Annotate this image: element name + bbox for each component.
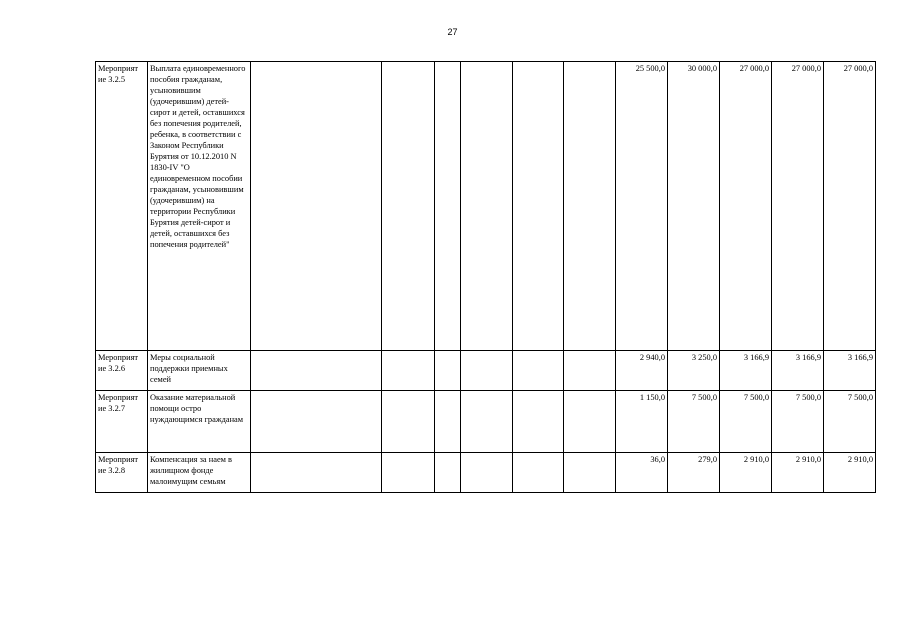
budget-table — [95, 61, 876, 493]
empty-cell — [251, 391, 382, 453]
empty-cell — [382, 351, 435, 391]
table-row — [96, 391, 876, 453]
empty-cell — [564, 391, 616, 453]
empty-cell — [513, 351, 564, 391]
empty-cell — [461, 62, 513, 351]
table-row — [96, 453, 876, 493]
activity-description: Компенсация за наем в жилищном фонде малоимущим семьям — [148, 453, 251, 493]
value-cell: 25 500,0 — [616, 62, 668, 351]
value-cell: 30 000,0 — [668, 62, 720, 351]
empty-cell — [435, 391, 461, 453]
empty-cell — [461, 351, 513, 391]
empty-cell — [513, 391, 564, 453]
activity-code: Мероприят ие 3.2.7 — [96, 391, 148, 453]
value-cell: 2 940,0 — [616, 351, 668, 391]
value-cell: 3 166,9 — [772, 351, 824, 391]
empty-cell — [382, 391, 435, 453]
empty-cell — [461, 453, 513, 493]
value-cell: 27 000,0 — [720, 62, 772, 351]
empty-cell — [564, 453, 616, 493]
empty-cell — [564, 62, 616, 351]
value-cell: 7 500,0 — [720, 391, 772, 453]
activity-description: Выплата единовременного пособия гражданам, усыновившим (удочерившим) детей-сирот и детей, оставшихся без попечения родителей, ребенка, в соответствии с Законом Республики Бурятия от 10.12.2010 N 1830-IV "О единовременном пособии гражданам, усыновившим (удочерившим) на территории Республики Бурятия детей-сирот и детей, оставшихся без попечения родителей" — [148, 62, 251, 351]
value-cell: 1 150,0 — [616, 391, 668, 453]
empty-cell — [435, 351, 461, 391]
value-cell: 2 910,0 — [824, 453, 876, 493]
empty-cell — [251, 453, 382, 493]
value-cell: 7 500,0 — [772, 391, 824, 453]
value-cell: 7 500,0 — [824, 391, 876, 453]
activity-code: Мероприят ие 3.2.6 — [96, 351, 148, 391]
activity-description: Оказание материальной помощи остро нуждающимся гражданам — [148, 391, 251, 453]
value-cell: 2 910,0 — [772, 453, 824, 493]
empty-cell — [435, 62, 461, 351]
activity-code: Мероприят ие 3.2.5 — [96, 62, 148, 351]
value-cell: 3 166,9 — [824, 351, 876, 391]
activity-code: Мероприят ие 3.2.8 — [96, 453, 148, 493]
empty-cell — [513, 62, 564, 351]
value-cell: 7 500,0 — [668, 391, 720, 453]
value-cell: 27 000,0 — [772, 62, 824, 351]
value-cell: 279,0 — [668, 453, 720, 493]
empty-cell — [251, 351, 382, 391]
empty-cell — [251, 62, 382, 351]
empty-cell — [382, 62, 435, 351]
empty-cell — [564, 351, 616, 391]
table-row — [96, 62, 876, 351]
empty-cell — [513, 453, 564, 493]
activity-description: Меры социальной поддержки приемных семей — [148, 351, 251, 391]
table-row — [96, 351, 876, 391]
empty-cell — [382, 453, 435, 493]
empty-cell — [461, 391, 513, 453]
value-cell: 3 250,0 — [668, 351, 720, 391]
value-cell: 2 910,0 — [720, 453, 772, 493]
value-cell: 36,0 — [616, 453, 668, 493]
value-cell: 3 166,9 — [720, 351, 772, 391]
value-cell: 27 000,0 — [824, 62, 876, 351]
page-number: 27 — [447, 27, 458, 37]
empty-cell — [435, 453, 461, 493]
